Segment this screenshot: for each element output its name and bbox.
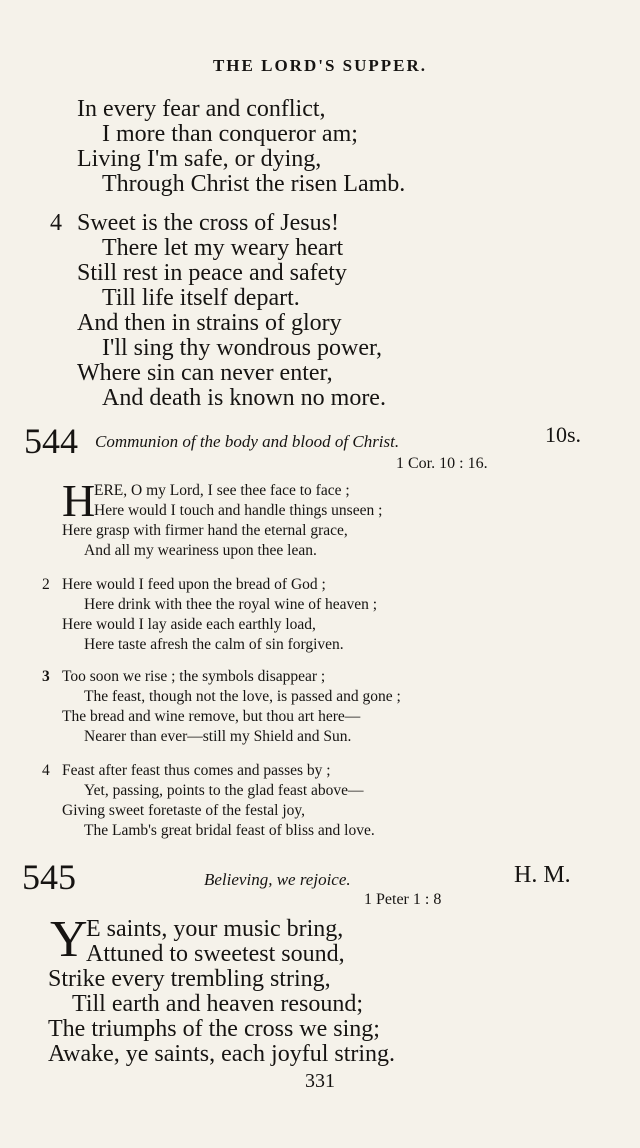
verse-line: Here taste afresh the calm of sin forgiven. xyxy=(84,636,344,653)
verse-line: Nearer than ever—still my Shield and Sun. xyxy=(84,728,352,745)
scripture-reference: 1 Peter 1 : 8 xyxy=(364,891,442,908)
verse-line: Still rest in peace and safety xyxy=(77,260,347,286)
verse-line: Sweet is the cross of Jesus! xyxy=(77,210,339,236)
verse-line: Where sin can never enter, xyxy=(77,360,333,386)
verse-line: Giving sweet foretaste of the festal joy, xyxy=(62,802,306,819)
scripture-reference: 1 Cor. 10 : 16. xyxy=(396,455,488,472)
verse-line: And then in strains of glory xyxy=(77,310,342,336)
verse-line: Living I'm safe, or dying, xyxy=(77,146,322,172)
verse-line: There let my weary heart xyxy=(102,235,344,261)
verse-line: Through Christ the risen Lamb. xyxy=(102,171,406,197)
verse-line: In every fear and conflict, xyxy=(77,96,326,122)
verse-line: ERE, O my Lord, I see thee face to face ; xyxy=(94,482,350,499)
hymn-number: 544 xyxy=(24,421,78,461)
page-number: 331 xyxy=(305,1070,335,1092)
verse-line: The Lamb's great bridal feast of bliss and love. xyxy=(84,822,375,839)
verse-line: Feast after feast thus comes and passes by ; xyxy=(62,762,331,779)
verse-line: I more than conqueror am; xyxy=(102,121,358,147)
verse-line: Attuned to sweetest sound, xyxy=(86,941,345,967)
hymn-title: Communion of the body and blood of Christ. xyxy=(95,432,400,451)
verse-line: Too soon we rise ; the symbols disappear ; xyxy=(62,668,326,685)
verse-line: I'll sing thy wondrous power, xyxy=(102,335,383,361)
verse-line: The bread and wine remove, but thou art here— xyxy=(62,708,361,725)
verse-line: The feast, though not the love, is passed and gone ; xyxy=(84,688,401,705)
verse-line: E saints, your music bring, xyxy=(86,916,344,942)
hymn-number: 545 xyxy=(22,857,76,897)
verse-line: Here drink with thee the royal wine of heaven ; xyxy=(84,596,378,613)
drop-cap: Y xyxy=(50,911,88,968)
verse-line: And death is known no more. xyxy=(102,385,386,411)
verse-line: Here grasp with firmer hand the eternal grace, xyxy=(62,522,348,539)
stanza-number: 2 xyxy=(42,576,50,593)
verse-line: Till life itself depart. xyxy=(102,285,300,311)
page-header: THE LORD'S SUPPER. xyxy=(212,56,428,75)
verse-line: Here would I feed upon the bread of God ; xyxy=(62,576,326,593)
verse-line: Here would I touch and handle things unseen ; xyxy=(94,502,383,519)
verse-line: Awake, ye saints, each joyful string. xyxy=(48,1041,396,1067)
verse-line: Yet, passing, points to the glad feast above— xyxy=(84,782,364,799)
stanza-number: 3 xyxy=(42,668,50,685)
hymn-meter: H. M. xyxy=(514,862,571,888)
drop-cap: H xyxy=(62,475,96,526)
verse-line: Strike every trembling string, xyxy=(48,966,331,992)
verse-line: The triumphs of the cross we sing; xyxy=(48,1016,380,1042)
verse-line: And all my weariness upon thee lean. xyxy=(84,542,317,559)
stanza-number: 4 xyxy=(42,762,50,779)
stanza-number: 4 xyxy=(50,210,62,236)
hymn-title: Believing, we rejoice. xyxy=(204,870,351,889)
hymn-meter: 10s. xyxy=(545,422,582,447)
verse-line: Till earth and heaven resound; xyxy=(72,991,364,1017)
verse-line: Here would I lay aside each earthly load, xyxy=(62,616,316,633)
